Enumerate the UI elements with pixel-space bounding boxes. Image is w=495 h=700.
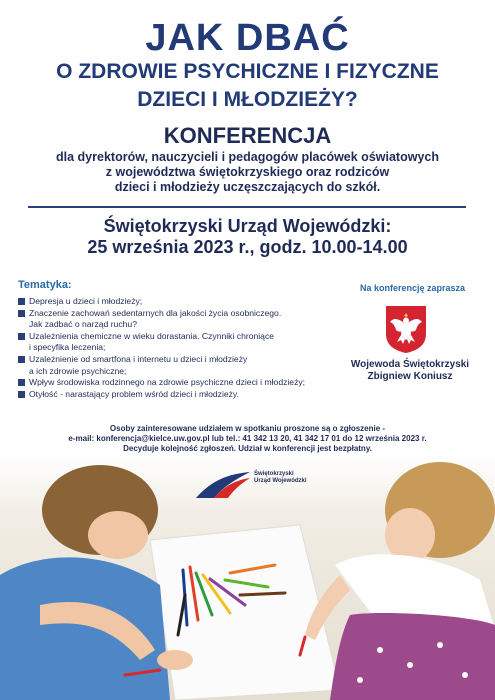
governor-person: Zbigniew Koniusz <box>367 371 453 382</box>
divider-rule <box>28 206 466 208</box>
square-bullet-icon <box>18 310 25 317</box>
governor-title: Wojewoda Świętokrzyski <box>350 359 470 370</box>
square-bullet-icon <box>18 379 25 386</box>
office-logo-icon <box>194 468 252 500</box>
square-bullet-icon <box>18 333 25 340</box>
logo-text-line-1: Świętokrzyski <box>254 471 294 477</box>
title-line-3: DZIECI I MŁODZIEŻY? <box>137 88 358 111</box>
invite-label: Na konferencję zaprasza <box>359 283 466 293</box>
title-line-2: O ZDROWIE PSYCHICZNE I FIZYCZNE <box>56 60 439 83</box>
title-line-1: JAK DBAĆ <box>145 17 350 59</box>
square-bullet-icon <box>18 391 25 398</box>
registration-note: Osoby zainteresowane udziałem w spotkaniu proszone są o zgłoszenie - <box>109 424 386 433</box>
topics-heading: Tematyka: <box>18 279 72 291</box>
registration-terms: Decyduje kolejność zgłoszeń. Udział w konferencji jest bezpłatny. <box>123 444 372 453</box>
topics-list <box>18 296 338 400</box>
list-item <box>18 308 338 331</box>
list-item <box>18 296 338 308</box>
office-logo <box>194 468 344 500</box>
audience-line: z województwa świętokrzyskiego oraz rodziców <box>105 165 390 179</box>
topic-text: Uzależnienie od smartfona i internetu u dzieci i młodzieży <box>29 353 248 364</box>
audience-line: dla dyrektorów, nauczycieli i pedagogów placówek oświatowych <box>56 150 439 164</box>
topic-text: Uzależnienia chemiczne w wieku dorastania. Czynniki chroniące <box>29 330 275 341</box>
topic-text: Znaczenie zachowań sedentarnych dla jakości życia osobniczego. <box>29 307 282 318</box>
square-bullet-icon <box>18 298 25 305</box>
topic-text: Wpływ środowiska rodzinnego na zdrowie psychiczne dzieci i młodzieży; <box>29 377 306 388</box>
list-item <box>18 354 338 377</box>
list-item <box>18 377 338 389</box>
topic-text: Otyłość - narastający problem wśród dzieci i młodzieży. <box>29 388 239 399</box>
topic-text-continued: Jak zadbać o narząd ruchu? <box>29 319 137 330</box>
logo-text-line-2: Urząd Wojewódzki <box>254 478 307 484</box>
topic-text: Depresja u dzieci i młodzieży; <box>29 296 143 306</box>
topic-text-continued: i specyfika leczenia; <box>29 342 106 353</box>
venue-name: Świętokrzyski Urząd Wojewódzki: <box>103 216 392 236</box>
audience-line: dzieci i młodzieży uczęszczających do szkół. <box>114 180 381 194</box>
topic-text-continued: a ich zdrowie psychiczne; <box>29 365 127 376</box>
list-item <box>18 389 338 401</box>
event-datetime: 25 września 2023 r., godz. 10.00-14.00 <box>87 237 408 257</box>
governor-name <box>330 359 490 383</box>
list-item <box>18 331 338 354</box>
square-bullet-icon <box>18 356 25 363</box>
conference-heading: KONFERENCJA <box>163 123 332 148</box>
registration-contact: e-mail: konferencja@kielce.uw.gov.pl lub tel.: 41 342 13 20, 41 342 17 01 do 12 września 2023 r. <box>68 434 427 443</box>
polish-eagle-emblem-icon <box>384 304 428 354</box>
